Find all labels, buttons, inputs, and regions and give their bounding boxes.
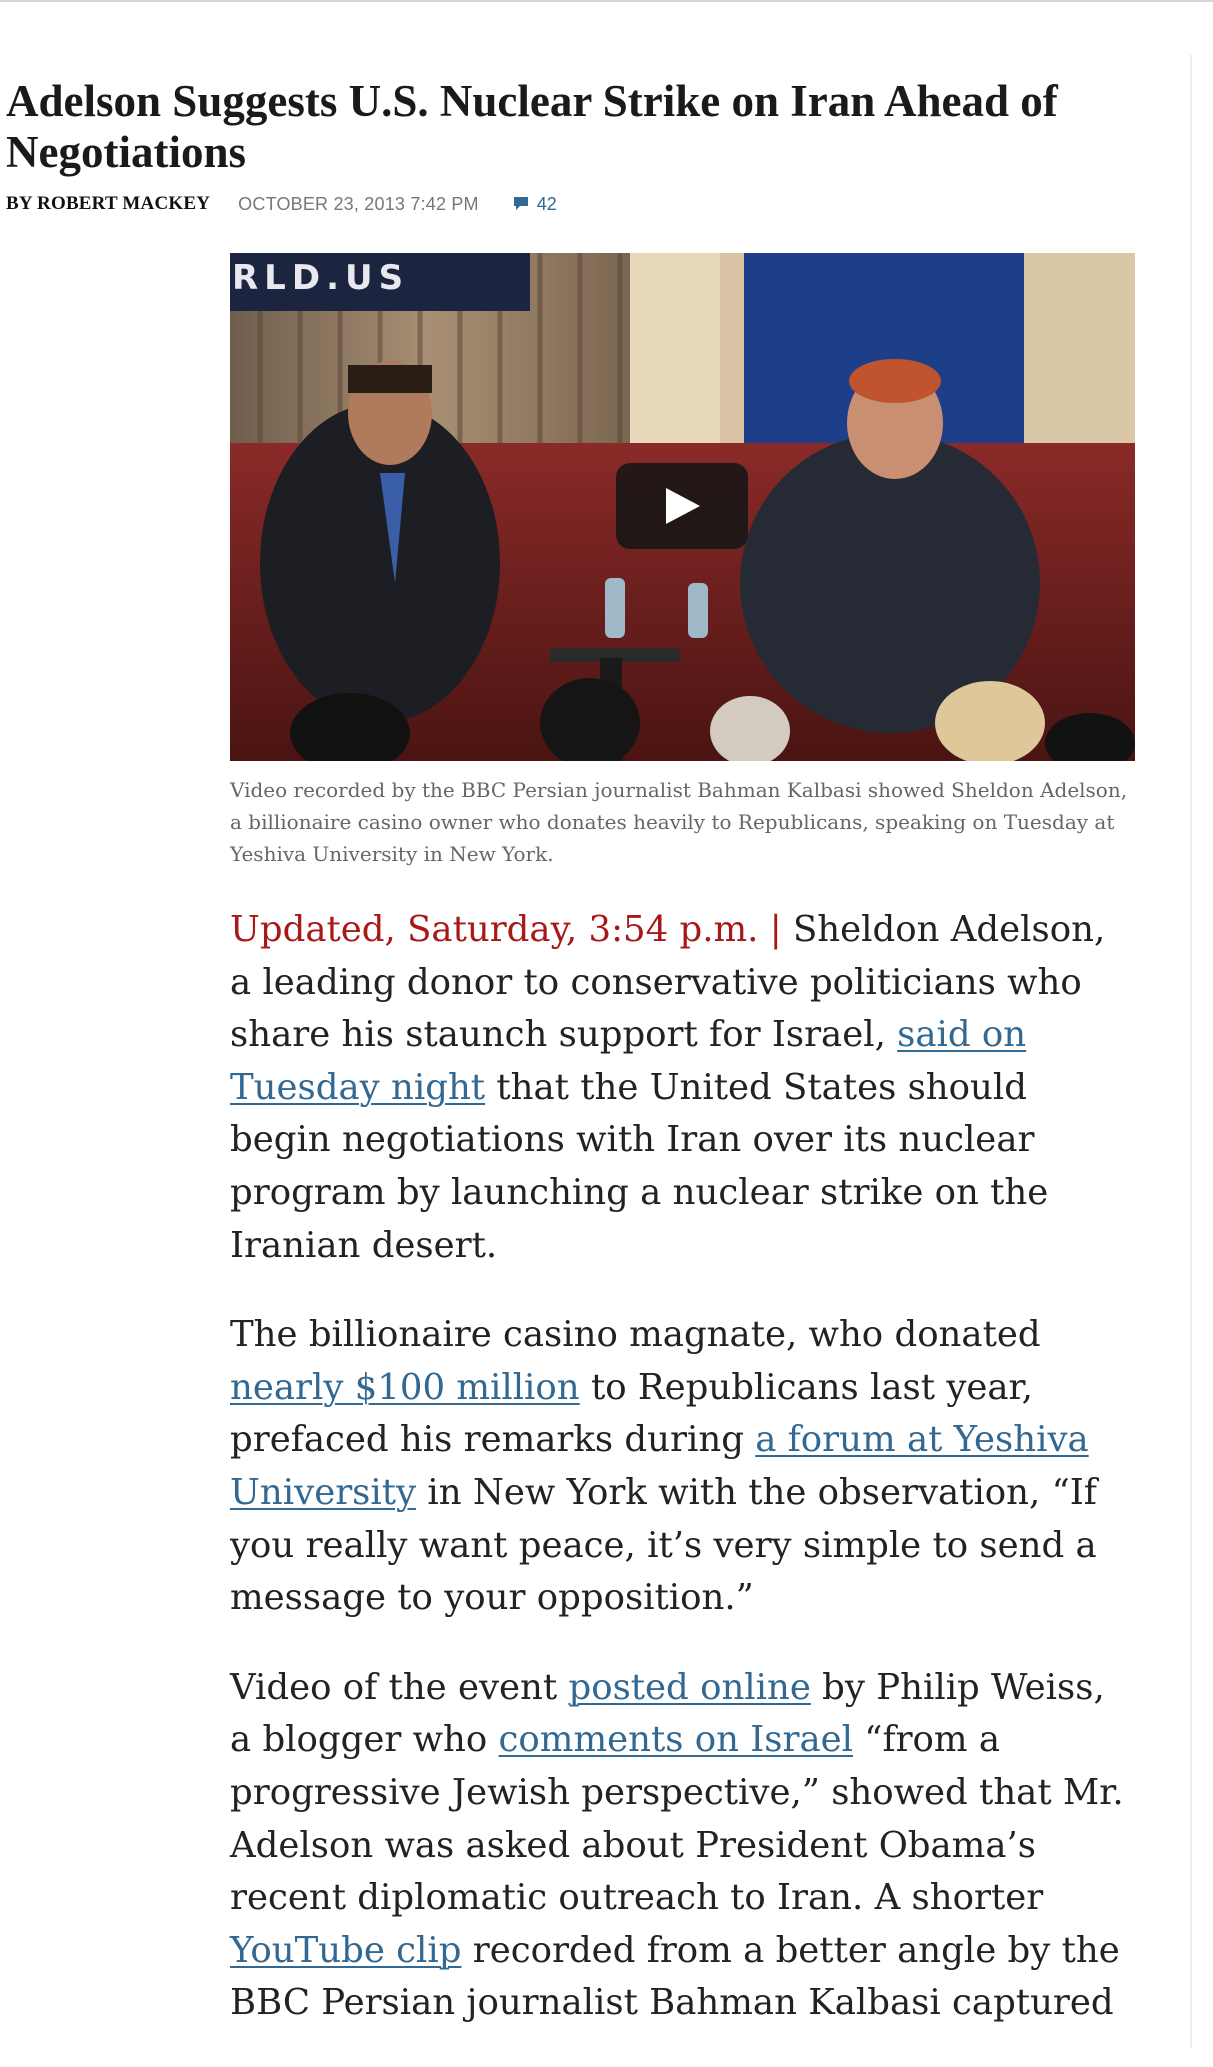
byline: BY ROBERT MACKEY <box>6 193 211 214</box>
text: that the United States should begin negotiations with Iran over its nuclear program by launching a nuclear strike on the Iranian desert. <box>230 1066 1049 1266</box>
link-nearly-100-million[interactable]: nearly $100 million <box>230 1366 580 1408</box>
play-button[interactable] <box>616 463 748 549</box>
comment-bubble-icon <box>513 196 529 212</box>
text: The billionaire casino magnate, who donated <box>230 1314 1041 1356</box>
right-column-rule <box>1190 55 1192 2048</box>
article-body <box>230 904 1135 2067</box>
play-icon <box>660 484 704 528</box>
text: “from a progressive Jewish perspective,” showed that Mr. Adelson was asked about President Obama’s recent diplomatic outreach to Iran. A shorter <box>230 1719 1124 1919</box>
headline: Adelson Suggests U.S. Nuclear Strike on Iran Ahead of Negotiations <box>6 76 1058 177</box>
link-comments-on-israel[interactable]: comments on Israel <box>498 1719 854 1761</box>
text: in New York with the observation, “If you really want peace, it’s very simple to send a message to your opposition.” <box>230 1471 1097 1619</box>
paragraph-1 <box>230 904 1135 1272</box>
video-player[interactable] <box>230 253 1135 761</box>
comments-link[interactable] <box>513 194 557 215</box>
paragraph-2 <box>230 1309 1135 1625</box>
text: by Philip Weiss, a blogger who <box>230 1666 1105 1761</box>
link-forum-at-yeshiva[interactable]: a forum at Yeshiva University <box>230 1419 1089 1513</box>
link-youtube-clip[interactable]: YouTube clip <box>230 1929 462 1971</box>
text: Sheldon Adelson, a leading donor to conservative politicians who share his staunch support for Israel, <box>230 909 1106 1056</box>
video-overlay-text: RLD.US <box>232 258 410 298</box>
timestamp: OCTOBER 23, 2013 7:42 PM <box>238 193 479 214</box>
top-divider <box>0 0 1213 2</box>
text: recorded from a better angle by the BBC Persian journalist Bahman Kalbasi captured <box>230 1929 1120 2024</box>
update-label: Updated, Saturday, 3:54 p.m. | <box>230 909 782 950</box>
link-said-on-tuesday-night[interactable]: said on Tuesday night <box>230 1014 1027 1108</box>
video-caption: Video recorded by the BBC Persian journalist Bahman Kalbasi showed Sheldon Adelson, a billionaire casino owner who donates heavily to Republicans, speaking on Tuesday at Yeshiva University in New York. <box>230 778 1128 866</box>
link-posted-online[interactable]: posted online <box>568 1666 811 1708</box>
text: to Republicans last year, prefaced his remarks during <box>230 1366 1033 1461</box>
comment-count: 42 <box>536 193 557 214</box>
paragraph-3 <box>230 1662 1135 2030</box>
article-meta <box>6 193 557 215</box>
text: Video of the event <box>230 1666 569 1708</box>
